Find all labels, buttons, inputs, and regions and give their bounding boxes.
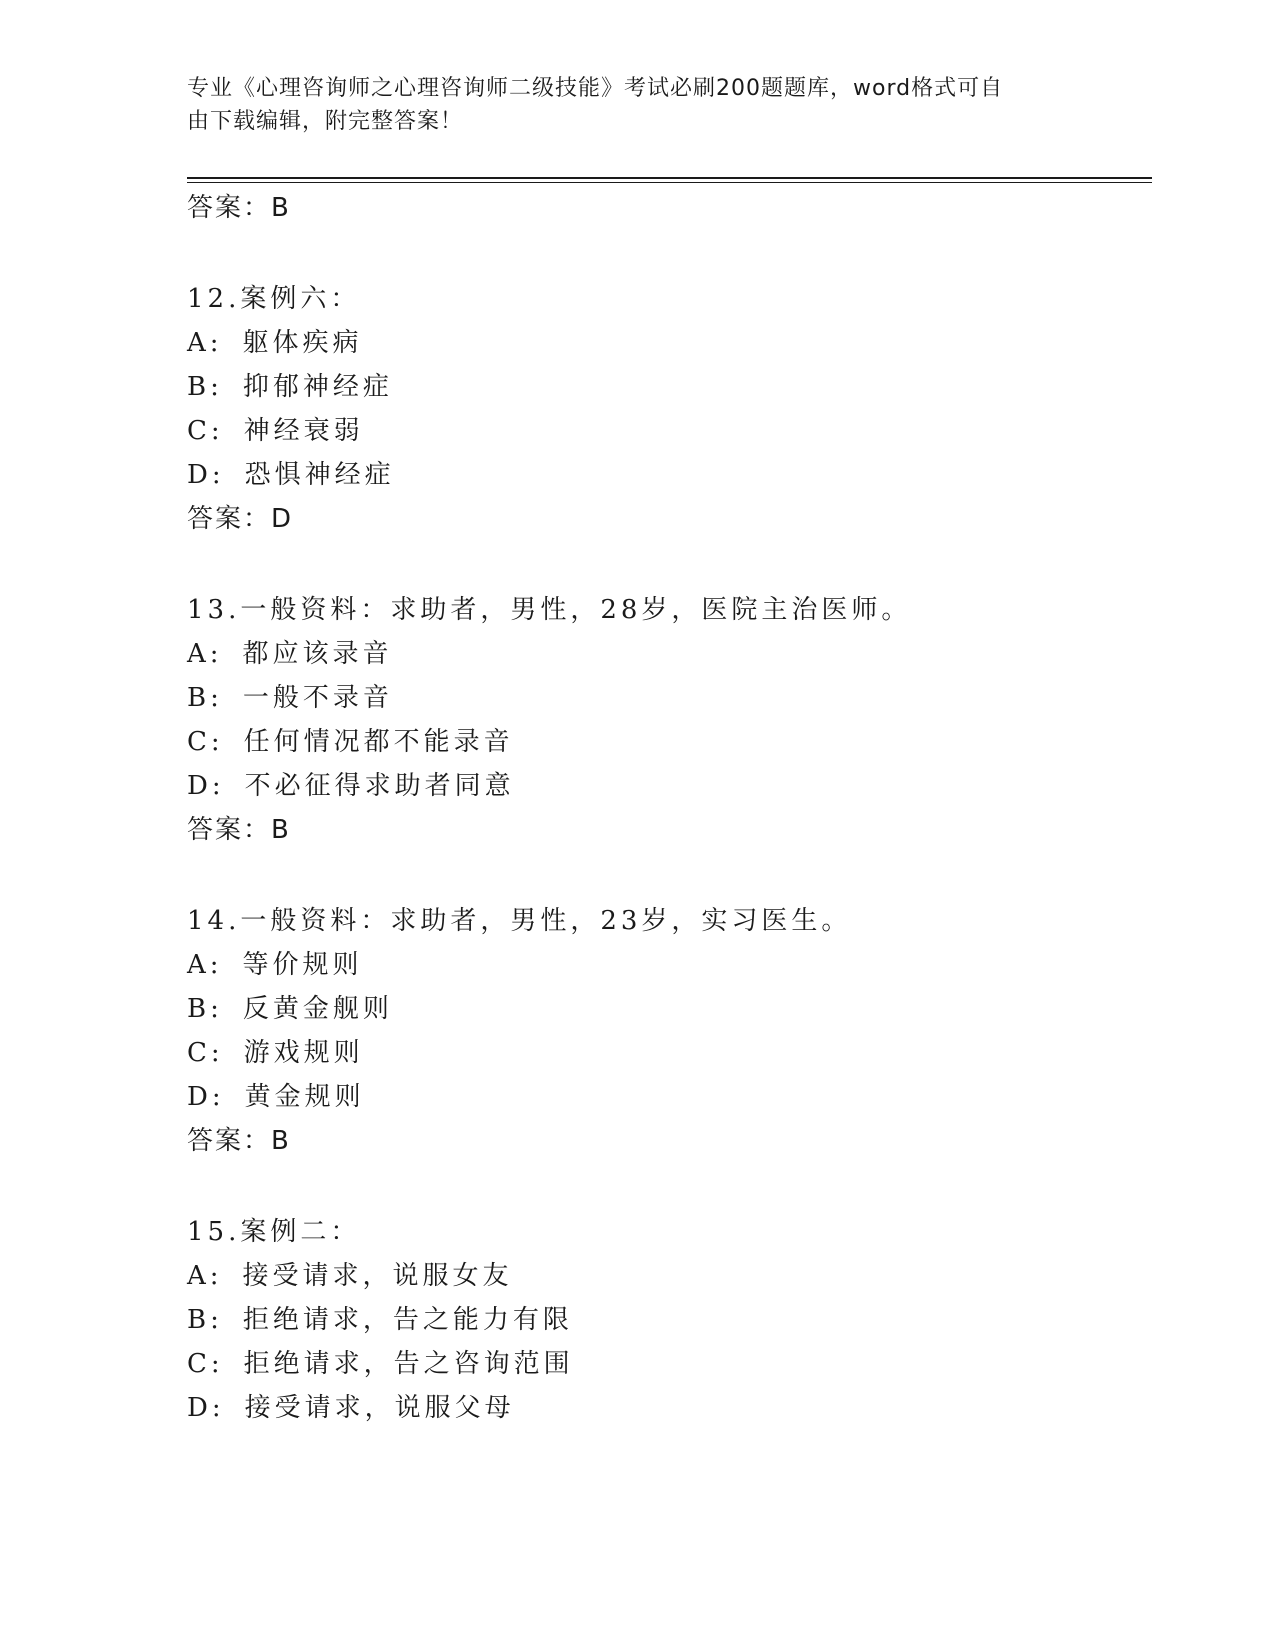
option-text: 神经衰弱 xyxy=(243,416,364,446)
header-rule-thin xyxy=(187,182,1152,183)
option-item xyxy=(187,1348,574,1380)
option-item xyxy=(187,726,514,758)
option-text: 拒绝请求，告之咨询范围 xyxy=(243,1349,574,1379)
option-item xyxy=(187,1304,573,1336)
option-text: 一般不录音 xyxy=(242,683,393,713)
option-item xyxy=(187,770,515,802)
option-text: 游戏规则 xyxy=(243,1038,364,1068)
option-item xyxy=(187,1260,513,1292)
option-letter: D: xyxy=(187,460,225,490)
option-item xyxy=(187,638,393,670)
option-letter: A: xyxy=(187,639,223,669)
answer-line: 答案：B xyxy=(187,815,291,845)
option-letter: A: xyxy=(187,1261,223,1291)
option-item xyxy=(187,327,363,359)
option-letter: C: xyxy=(187,727,224,757)
question-stem: 13.一般资料：求助者，男性，28岁，医院主治医师。 xyxy=(187,595,912,625)
option-text: 都应该录音 xyxy=(242,639,393,669)
option-text: 反黄金舰则 xyxy=(242,994,393,1024)
question-stem: 15.案例二： xyxy=(187,1217,361,1247)
option-text: 抑郁神经症 xyxy=(242,372,393,402)
question-stem: 14.一般资料：求助者，男性，23岁，实习医生。 xyxy=(187,906,852,936)
option-letter: B: xyxy=(187,1305,223,1335)
option-text: 不必征得求助者同意 xyxy=(244,771,515,801)
option-letter: D: xyxy=(187,1082,225,1112)
option-letter: C: xyxy=(187,1349,224,1379)
question-stem: 12.案例六： xyxy=(187,284,361,314)
option-letter: B: xyxy=(187,994,223,1024)
document-header xyxy=(187,72,1067,138)
option-text: 接受请求，说服父母 xyxy=(244,1393,515,1423)
option-text: 黄金规则 xyxy=(244,1082,365,1112)
option-letter: D: xyxy=(187,771,225,801)
option-text: 躯体疾病 xyxy=(242,328,363,358)
option-text: 任何情况都不能录音 xyxy=(243,727,514,757)
header-rule-thick xyxy=(187,177,1152,179)
header-line-2: 由下载编辑，附完整答案！ xyxy=(187,109,464,134)
option-item xyxy=(187,1037,364,1069)
option-item xyxy=(187,682,393,714)
answer-line: 答案：B xyxy=(187,193,291,223)
option-letter: C: xyxy=(187,1038,224,1068)
option-letter: B: xyxy=(187,683,223,713)
option-letter: C: xyxy=(187,416,224,446)
option-letter: A: xyxy=(187,950,223,980)
header-line-1: 专业《心理咨询师之心理咨询师二级技能》考试必刷200题题库，word格式可自 xyxy=(187,76,1004,101)
option-item xyxy=(187,371,393,403)
option-item xyxy=(187,459,395,491)
option-text: 拒绝请求，告之能力有限 xyxy=(242,1305,573,1335)
option-letter: B: xyxy=(187,372,223,402)
option-item xyxy=(187,949,363,981)
option-item xyxy=(187,1081,365,1113)
option-item xyxy=(187,415,364,447)
option-item xyxy=(187,993,393,1025)
answer-line: 答案：D xyxy=(187,504,294,534)
option-text: 接受请求，说服女友 xyxy=(242,1261,513,1291)
option-item xyxy=(187,1392,515,1424)
option-text: 恐惧神经症 xyxy=(244,460,395,490)
answer-line: 答案：B xyxy=(187,1126,291,1156)
option-text: 等价规则 xyxy=(242,950,363,980)
option-letter: D: xyxy=(187,1393,225,1423)
option-letter: A: xyxy=(187,328,223,358)
